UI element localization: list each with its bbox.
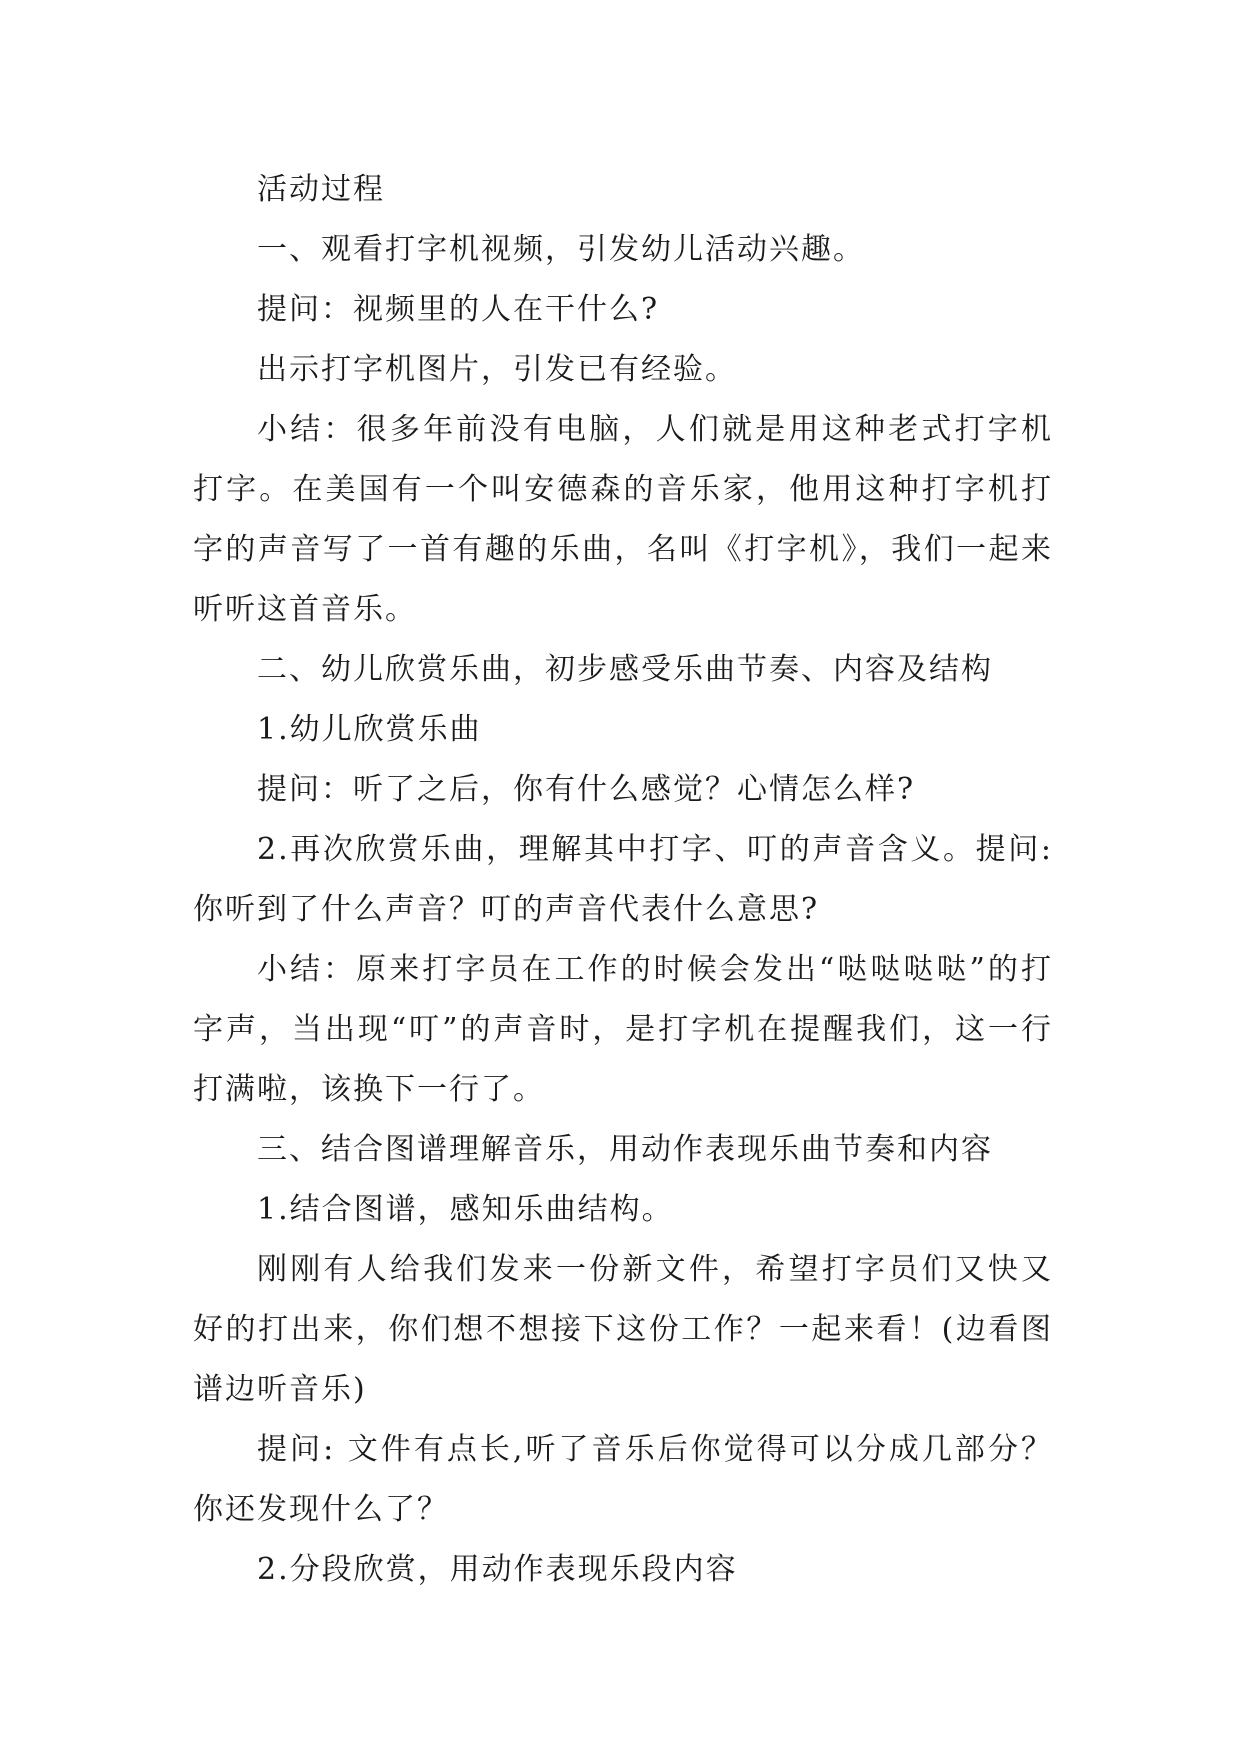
paragraph: 出示打字机图片，引发已有经验。 (257, 352, 737, 387)
paragraph: 二、幼儿欣赏乐曲，初步感受乐曲节奏、内容及结构 (257, 652, 993, 687)
section-heading: 活动过程 (257, 172, 385, 207)
paragraph: 提问：视频里的人在干什么? (257, 292, 660, 327)
paragraph: 小结：原来打字员在工作的时候会发出“哒哒哒哒”的打字声，当出现“叮”的声音时，是打字机在提醒我们，这一行打满啦，该换下一行了。 (193, 952, 1053, 1107)
paragraph: 2.再次欣赏乐曲，理解其中打字、叮的声音含义。提问:你听到了什么声音？叮的声音代表什么意思? (193, 832, 1053, 927)
paragraph: 2.分段欣赏，用动作表现乐段内容 (257, 1552, 738, 1587)
paragraph: 三、结合图谱理解音乐，用动作表现乐曲节奏和内容 (257, 1132, 993, 1167)
paragraph: 一、观看打字机视频，引发幼儿活动兴趣。 (257, 232, 865, 267)
paragraph: 提问：听了之后，你有什么感觉？心情怎么样? (257, 772, 916, 807)
paragraph: 刚刚有人给我们发来一份新文件，希望打字员们又快又好的打出来，你们想不想接下这份工作？一起来看！(边看图谱边听音乐) (193, 1252, 1053, 1407)
paragraph: 提问: 文件有点长,听了音乐后你觉得可以分成几部分？你还发现什么了？ (193, 1432, 1053, 1527)
paragraph: 1.幼儿欣赏乐曲 (257, 712, 482, 747)
paragraph: 1.结合图谱，感知乐曲结构。 (257, 1192, 674, 1227)
paragraph: 小结：很多年前没有电脑，人们就是用这种老式打字机打字。在美国有一个叫安德森的音乐家，他用这种打字机打字的声音写了一首有趣的乐曲，名叫《打字机》，我们一起来听听这首音乐。 (193, 412, 1053, 627)
document-body (193, 160, 1053, 1600)
